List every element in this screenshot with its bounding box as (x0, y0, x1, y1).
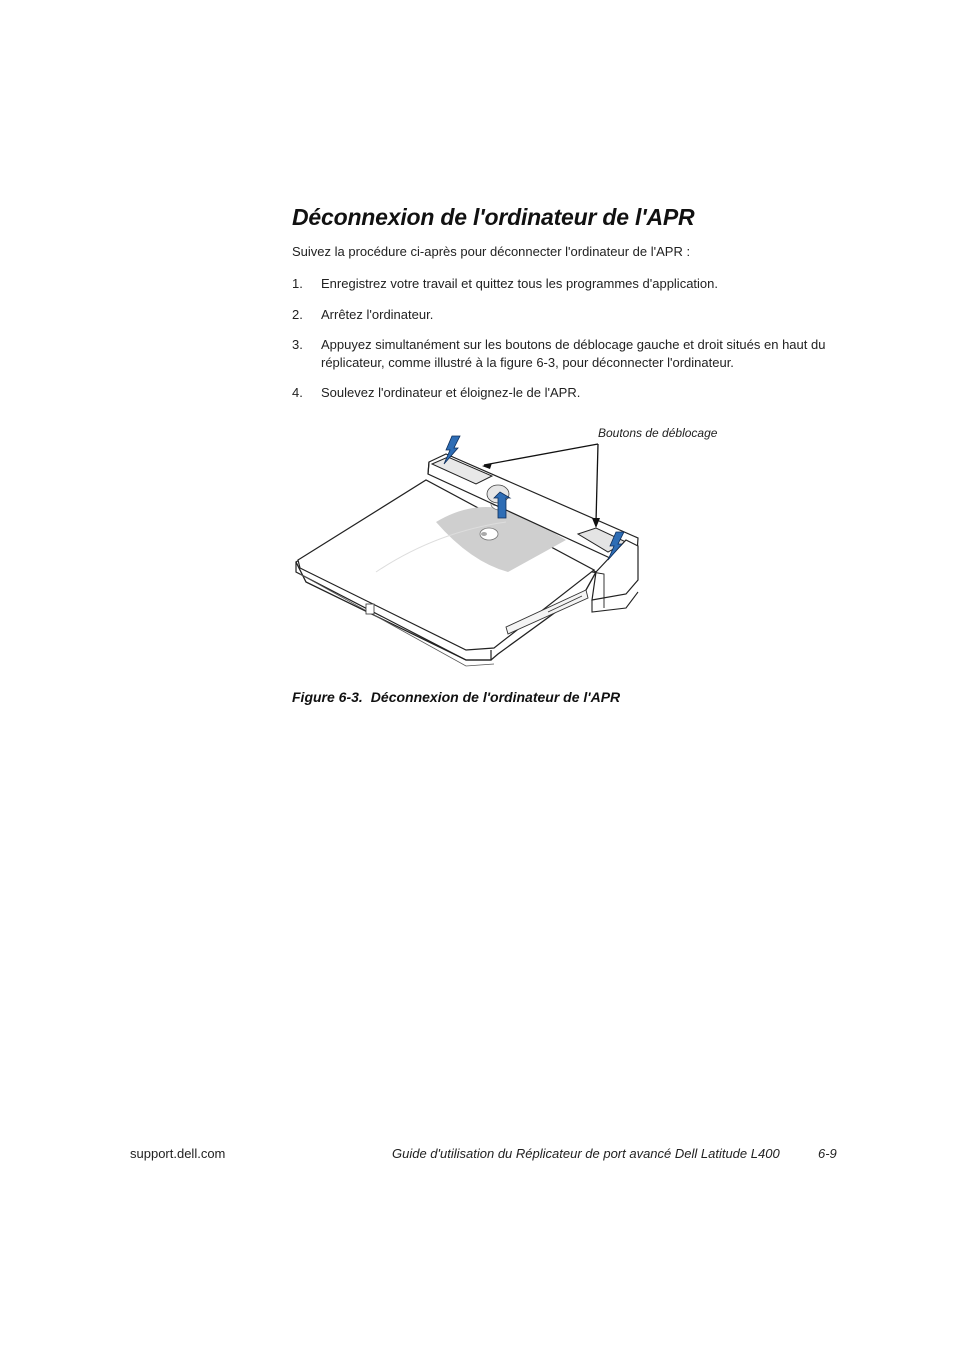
step-text: Enregistrez votre travail et quittez tous les programmes d'application. (321, 276, 719, 291)
page-number: 6-9 (818, 1146, 837, 1161)
step-text: Soulevez l'ordinateur et éloignez-le de l'APR. (321, 385, 581, 400)
figure-illustration (286, 422, 756, 682)
figure-caption (292, 689, 620, 705)
footer-site: support.dell.com (130, 1146, 226, 1161)
step-1 (292, 275, 718, 293)
step-text: Appuyez simultanément sur les boutons de déblocage gauche et droit situés en haut du réplicateur, comme illustré à la figure 6-3, pour déconnecter l'ordinateur. (321, 337, 826, 370)
callout-label: Boutons de déblocage (598, 426, 718, 440)
caption-label: Figure 6-3. (292, 689, 363, 705)
step-number: 4. (292, 385, 303, 400)
intro-text: Suivez la procédure ci-après pour déconnecter l'ordinateur de l'APR : (292, 244, 691, 259)
step-number: 2. (292, 307, 303, 322)
step-number: 1. (292, 276, 303, 291)
step-text: Arrêtez l'ordinateur. (321, 307, 434, 322)
step-number: 3. (292, 337, 303, 352)
page-title: Déconnexion de l'ordinateur de l'APR (292, 204, 695, 230)
docking-illustration (286, 422, 756, 682)
step-4 (292, 384, 580, 402)
step-2 (292, 306, 433, 324)
step-3 (292, 336, 852, 372)
footer-guide-title: Guide d'utilisation du Réplicateur de port avancé Dell Latitude L400 (392, 1146, 780, 1161)
caption-text: Déconnexion de l'ordinateur de l'APR (370, 689, 621, 705)
